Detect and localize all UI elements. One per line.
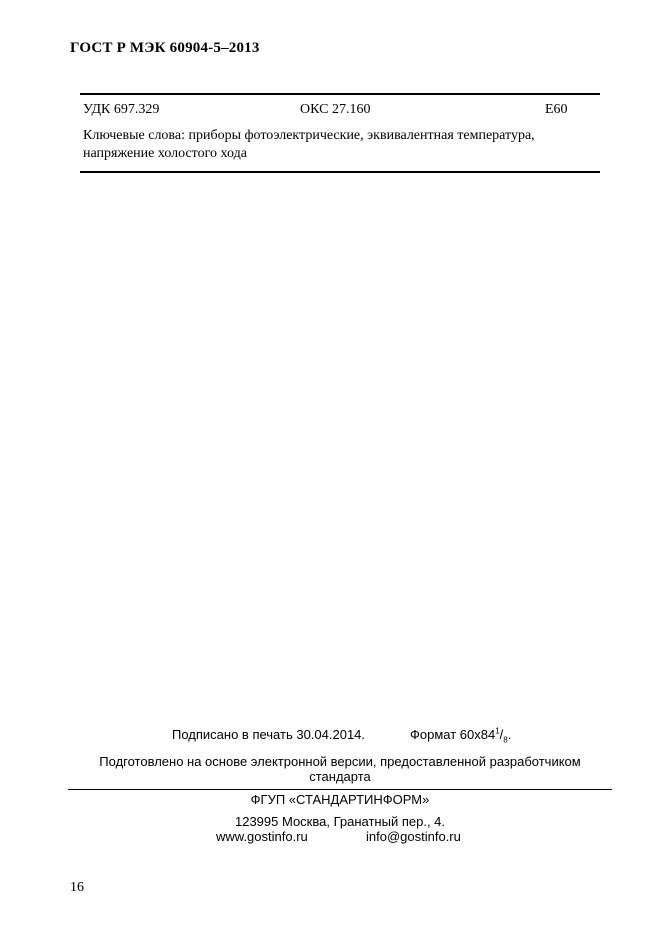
signed-date: Подписано в печать 30.04.2014. <box>172 727 366 742</box>
publisher-name: ФГУП «СТАНДАРТИНФОРМ» <box>250 792 430 807</box>
publisher-divider <box>68 789 612 790</box>
paper-format-denominator: 8 <box>503 735 508 745</box>
document-header-title: ГОСТ Р МЭК 60904-5–2013 <box>70 40 260 56</box>
udk-code: УДК 697.329 <box>83 102 160 117</box>
email-link[interactable]: info@gostinfo.ru <box>366 829 461 844</box>
paper-format-end: . <box>507 727 512 742</box>
oks-code: ОКС 27.160 <box>300 102 371 117</box>
keywords-text: Ключевые слова: приборы фотоэлектрические, эквивалентная температура, напряжение холостого хода <box>83 128 535 161</box>
page-number: 16 <box>70 880 84 895</box>
publisher-address: 123995 Москва, Гранатный пер., 4. <box>234 814 446 829</box>
paper-format-label: Формат 60х84 <box>410 727 496 742</box>
website-link[interactable]: www.gostinfo.ru <box>216 829 308 844</box>
paper-format: Формат $60х84^1/_8$. <box>410 726 512 745</box>
prepared-note: Подготовлено на основе электронной версии, предоставленной разработчиком стандарта <box>99 754 581 784</box>
keywords-divider <box>80 171 600 173</box>
top-divider <box>80 93 600 95</box>
classification-code: Е60 <box>545 102 568 117</box>
paper-format-numerator: 1 <box>495 726 500 736</box>
